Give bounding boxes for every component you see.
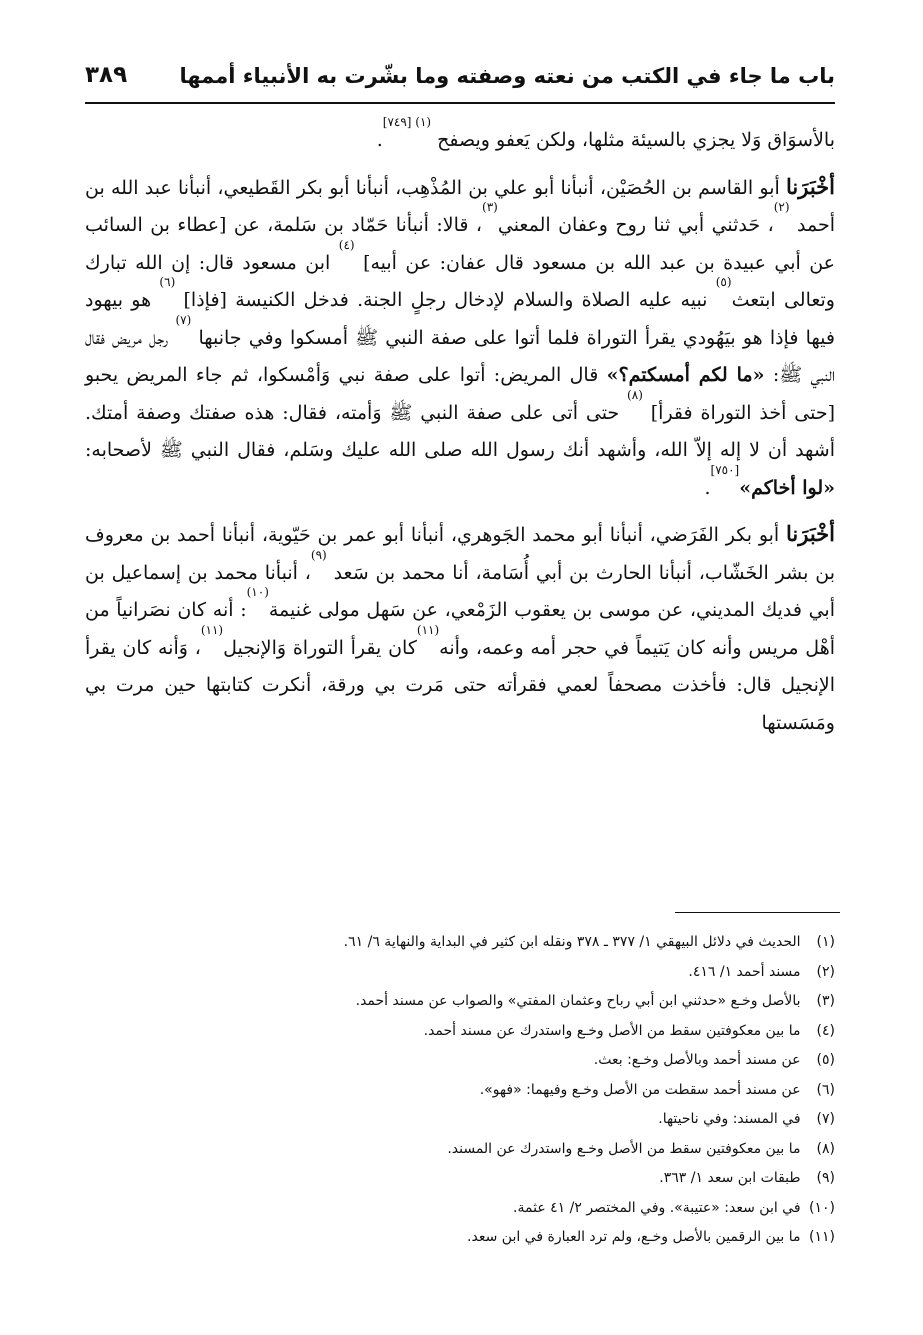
paragraph-text: ، قالا: أنبأنا حَمّاد بن سَلمة، عن [عطاء بن السائب عن أبي عبيدة بن عبد الله بن مسعود قال عفان: عن أبيه] bbox=[85, 214, 836, 274]
footnote bbox=[85, 1164, 835, 1194]
footnote-number: (٩) bbox=[816, 1170, 835, 1186]
footnote-ref: (١٠) bbox=[246, 585, 269, 599]
footnote bbox=[85, 1076, 835, 1106]
paragraph-text: حتى أتى على صفة النبي ﷺ وَأمته، فقال: هذه صفتك وصفة أمتك. أشهد أن لا إله إلاّ الله، وأشهد أنك رسول الله صلى الله عليك وسَلم، فقال النبي ﷺ لأصحابه: bbox=[85, 401, 835, 461]
page-header bbox=[85, 58, 835, 104]
footnote-ref: (٨) bbox=[627, 387, 643, 402]
header-rule bbox=[85, 102, 835, 104]
footnote-ref: (٥) bbox=[715, 275, 732, 289]
footnotes bbox=[85, 928, 835, 1253]
paragraph-text: : أنه كان نصَرانياً من أهْل مريس وأنه كان يَتيماً في حجر أمه وعمه، وأنه bbox=[85, 599, 835, 659]
footnote bbox=[85, 928, 835, 958]
footnote-text: الحديث في دلائل البيهقي ١/ ٣٧٧ ـ ٣٧٨ ونقله ابن كثير في البداية والنهاية ٦/ ٦١. bbox=[343, 934, 801, 950]
prophetic-quote: «ما لكم أمسكتم؟» bbox=[606, 364, 765, 386]
footnote-number: (٢) bbox=[816, 963, 835, 980]
page-number: ٣٨٩ bbox=[85, 62, 128, 88]
footnote bbox=[85, 1046, 835, 1076]
footnote-number: (٧) bbox=[816, 1111, 835, 1127]
footnote-number: (١) bbox=[816, 934, 835, 950]
footnote-text: عن مسند أحمد وبالأصل وخـع: بعث. bbox=[593, 1052, 801, 1068]
footnote-number: (٣) bbox=[816, 993, 835, 1009]
isnad-lead-word: أخْبَرَنا bbox=[786, 521, 835, 546]
paragraph-text: رجل مريض فقال النبي ﷺ: bbox=[85, 326, 836, 386]
footnote-text: مسند أحمد ١/ ٤١٦. bbox=[688, 963, 801, 980]
footnote-ref: (٩) bbox=[310, 547, 327, 562]
footnote-ref: (١١) bbox=[416, 622, 440, 637]
footnote-number: (١١) bbox=[809, 1229, 835, 1245]
footnote-ref: (٧) bbox=[175, 312, 192, 327]
footnote-ref: (١) [٧٤٩] bbox=[382, 115, 432, 129]
footnote-ref: (٣) bbox=[482, 200, 498, 214]
footnote-number: (٨) bbox=[816, 1140, 835, 1157]
footnote-text: بالأصل وخـع «حدثني ابن أبي رباح وعثمان المفتي» والصواب عن مسند أحمد. bbox=[355, 993, 801, 1009]
footnote-text: ما بين الرقمين بالأصل وخـع، ولم ترد العبارة في ابن سعد. bbox=[467, 1229, 801, 1245]
paragraph-text: ، حَدثني أبي ثنا روح وعفان المعني bbox=[497, 214, 774, 236]
paragraph-2: أخْبَرَنا أبو القاسم بن الحُصَيْن، أنبأنا أبو علي بن المُذْهِب، أنبأنا أبو بكر القَطيعي، أنبأنا عبد الله بن أحمد $^{(٢)}$، حَدثني أبي ثنا روح وعفان المعني$^{(٣)}$، قالا: أنبأنا حَمّاد بن سَلمة، عن [عطاء بن السائب عن أبي عبيدة بن عبد الله بن مسعود قال عفان: عن أبيه] $^{(٤)}$ ابن مسعود قال: إن الله تبارك وتعالى ابتعث$^{(٥)}$ نبيه عليه الصلاة والسلام لإدخال رجلٍ الجنة. فدخل الكنيسة [فإذا] $^{(٦)}$ هو بيهود فيها فإذا هو بيَهُودي يقرأ التوراة فلما أتوا على صفة النبي ﷺ أمسكوا وفي جانبها $^{(٧)}$ رجل مريض فقال النبي ﷺ: «ما لكم أمسكتم؟» قال المريض: أتوا على صفة نبي وَأمْسكوا، ثم جاء المريض يحبو [حتى أخذ التوراة فقرأ] $^{(٨)}$ حتى أتى على صفة النبي ﷺ وَأمته، فقال: هذه صفتك وصفة أمتك. أشهد أن لا إله إلاّ الله، وأشهد أنك رسول الله صلى الله عليك وسَلم، فقال النبي ﷺ لأصحابه: «لوا أخاكم»[٧٥٠]. bbox=[85, 173, 836, 499]
paragraph-1: بالأسوَاق وَلا يجزي بالسيئة مثلها، ولكن يَعفو ويصفح $^{(١) [٧٤٩]}$. bbox=[376, 115, 835, 151]
paragraph-text: أبو بكر الفَرَضي، أنبأنا أبو محمد الجَوهري، أنبأنا أبو عمر بن حَيّوية، أنبأنا أحمد بن معروف بن بشر الخَشّاب، أنبأنا الحارث بن أبي أُسَامة، أنا محمد بن سَعد bbox=[85, 524, 835, 584]
footnote bbox=[85, 1223, 835, 1253]
footnote-number: (١٠) bbox=[809, 1199, 835, 1216]
footnote bbox=[85, 987, 835, 1017]
footnote-number: (٥) bbox=[816, 1052, 835, 1068]
paragraph-text: بالأسوَاق وَلا يجزي بالسيئة مثلها، ولكن يَعفو ويصفح bbox=[437, 129, 835, 151]
paragraph-text: أبو القاسم بن الحُصَيْن، أنبأنا أبو علي بن المُذْهِب، أنبأنا أبو بكر القَطيعي، أنبأنا عبد الله بن أحمد bbox=[85, 176, 835, 236]
footnote-text: ما بين معكوفتين سقط من الأصل وخـع واستدرك عن مسند أحمد. bbox=[423, 1022, 801, 1039]
paragraph-text: ، أنبأنا محمد بن إسماعيل بن أبي فديك المديني، عن موسى بن يعقوب الزَمْعي، عن سَهل مولى غنيمة bbox=[85, 561, 835, 621]
footnote-ref: (٢) bbox=[773, 200, 790, 214]
paragraph-text: هو بيهود فيها فإذا هو بيَهُودي يقرأ التوراة فلما أتوا على صفة النبي ﷺ أمسكوا وفي جانبها bbox=[85, 289, 835, 349]
prophetic-quote: «لوا أخاكم» bbox=[739, 476, 835, 499]
footnote bbox=[85, 1105, 835, 1135]
paragraph-text: ، وَأنه كان يقرأ الإنجيل قال: فأخذت مصحفاً لعمي فقرأته حتى مَرت بي ورقة، أنكرت كتابتها حين مرت بي ومَسَستها bbox=[85, 636, 835, 734]
footnote-ref: (١١) bbox=[200, 622, 224, 637]
footnote-number: (٤) bbox=[816, 1022, 835, 1039]
footnote bbox=[85, 1017, 835, 1047]
running-title: باب ما جاء في الكتب من نعته وصفته وما بشّرت به الأنبياء أممها bbox=[179, 64, 835, 88]
footnote bbox=[85, 958, 835, 988]
footnote bbox=[85, 1194, 835, 1224]
paragraph-text: ابن مسعود قال: إن الله تبارك وتعالى ابتعث bbox=[85, 251, 835, 311]
footnote-number: (٦) bbox=[816, 1081, 835, 1098]
paragraph-text: كان يقرأ التوراة وَالإنجيل bbox=[223, 636, 417, 659]
footnote bbox=[85, 1135, 835, 1165]
footnote-ref: [٧٥٠] bbox=[710, 462, 740, 477]
footnote-text: عن مسند أحمد سقطت من الأصل وخـع وفيهما: «فهو». bbox=[479, 1081, 801, 1098]
footnote-ref: (٤) bbox=[338, 237, 355, 252]
paragraph-text: نبيه عليه الصلاة والسلام لإدخال رجلٍ الجنة. فدخل الكنيسة [فإذا] bbox=[183, 289, 708, 311]
main-text bbox=[85, 115, 836, 742]
footnote-text: في ابن سعد: «عتيبة». وفي المختصر ٢/ ٤١ عثمة. bbox=[513, 1199, 801, 1216]
isnad-lead-word: أخْبَرَنا bbox=[786, 173, 835, 199]
footnote-separator bbox=[675, 912, 840, 913]
footnote-text: ما بين معكوفتين سقط من الأصل وخـع واستدرك عن المسند. bbox=[447, 1140, 801, 1157]
footnote-ref: (٦) bbox=[159, 275, 176, 289]
footnote-text: طبقات ابن سعد ١/ ٣٦٣. bbox=[659, 1170, 801, 1186]
footnote-text: في المسند: وفي ناحيتها. bbox=[658, 1111, 801, 1127]
paragraph-3 bbox=[85, 515, 835, 742]
paragraph-text: قال المريض: أتوا على صفة نبي وَأمْسكوا، ثم جاء المريض يحبو [حتى أخذ التوراة فقرأ] bbox=[85, 364, 835, 424]
